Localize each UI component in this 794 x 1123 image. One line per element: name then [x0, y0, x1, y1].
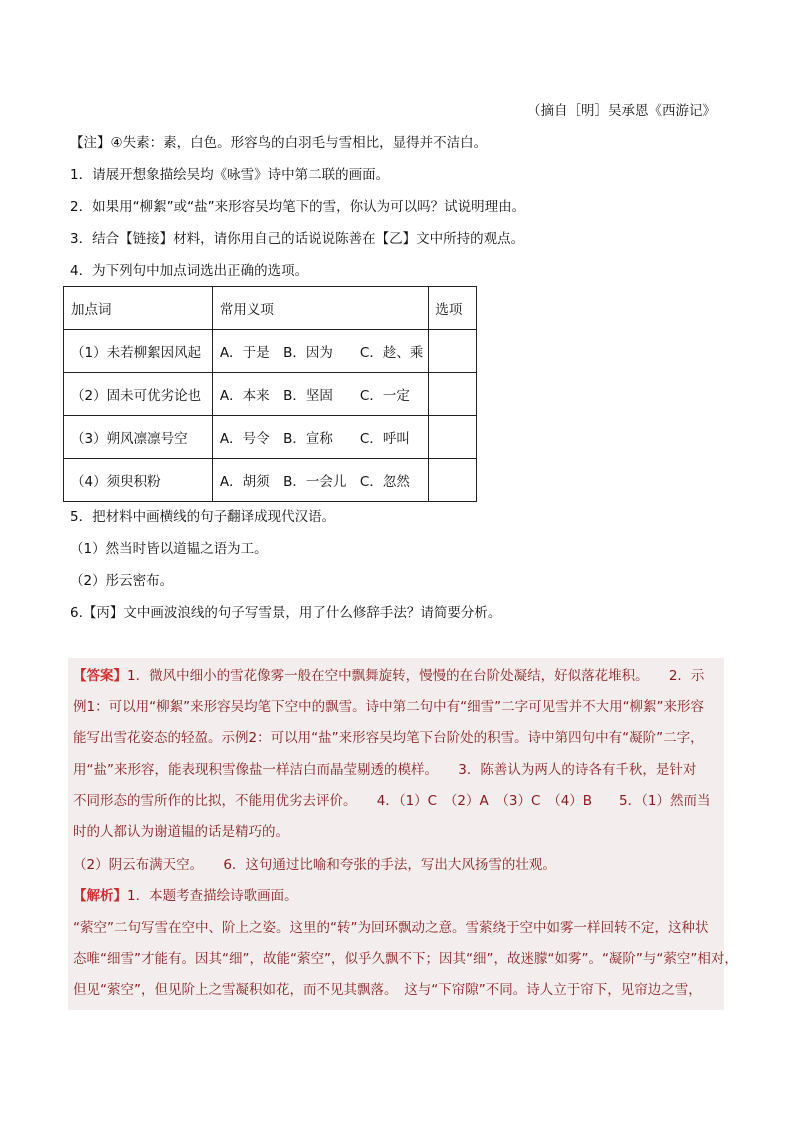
- table-header-cell: 选项: [429, 287, 477, 330]
- table-header-cell: 加点词: [64, 287, 213, 330]
- answer-line: 时的人都认为谢道韫的话是精巧的。: [73, 824, 289, 840]
- answer-tag: 【答案】: [73, 668, 127, 684]
- answer-text: 1．微风中细小的雪花像雾一般在空中飘舞旋转，慢慢的在台阶处凝结，好似落花堆积。 2．示: [127, 668, 705, 684]
- answer-line: 用“盐”来形容，能表现积雪像盐一样洁白而晶莹剔透的模样。 3．陈善认为两人的诗各有千秋，是针对: [73, 762, 697, 778]
- table-cell-word: （3）朔风凛凛号空: [64, 416, 213, 459]
- question-6: 6.【丙】文中画波浪线的句子写雪景，用了什么修辞手法？请简要分析。: [70, 605, 502, 621]
- note: 【注】④失素：素，白色。形容鸟的白羽毛与雪相比，显得并不洁白。: [70, 135, 488, 151]
- table-cell-word: （4）须臾积粉: [64, 459, 213, 502]
- table-cell-meanings: A．本来 B．坚固 C．一定: [212, 373, 428, 416]
- question-5-item-2: （2）彤云密布。: [70, 573, 174, 589]
- question-2: 2．如果用“柳絮”或“盐”来形容吴均笔下的雪，你认为可以吗？试说明理由。: [70, 199, 526, 215]
- question-5: 5．把材料中画横线的句子翻译成现代汉语。: [70, 509, 336, 525]
- analysis-line: 但见“萦空”，但见阶上之雪凝积如花，而不见其飘落。 这与“下帘隙”不同。诗人立于帘下，见帘边之雪，: [73, 982, 702, 998]
- table-header-row: [64, 287, 477, 330]
- table-cell-word: （1）未若柳絮因风起: [64, 330, 213, 373]
- answer-line: 例1：可以用“柳絮”来形容吴均笔下空中的飘雪。诗中第二句中有“细雪”二字可见雪并不大用“柳絮”来形容: [73, 699, 705, 715]
- question-3: 3．结合【链接】材料，请你用自己的话说说陈善在【乙】文中所持的观点。: [70, 231, 525, 247]
- table-cell-choice[interactable]: [429, 373, 477, 416]
- question-5-item-1: （1）然当时皆以道韫之语为工。: [70, 541, 268, 557]
- answer-line: [73, 666, 704, 686]
- table-row: [64, 373, 477, 416]
- table-row: [64, 416, 477, 459]
- analysis-line: [73, 886, 298, 906]
- analysis-line: “萦空”二句写雪在空中、阶上之姿。这里的“转”为回环飘动之意。雪萦绕于空中如雾一样回转不定，这种状: [73, 920, 709, 936]
- table-cell-meanings: A．于是 B．因为 C．趁、乘: [212, 330, 428, 373]
- table-header-cell: 常用义项: [212, 287, 428, 330]
- answer-line: （2）阴云布满天空。 6．这句通过比喻和夸张的手法，写出大风扬雪的壮观。: [73, 857, 556, 873]
- answer-line: 不同形态的雪所作的比拟，不能用优劣去评价。 4．（1）C （2）A （3）C （4）B 5．（1）然而当: [73, 793, 711, 809]
- table-cell-choice[interactable]: [429, 416, 477, 459]
- table-cell-choice[interactable]: [429, 459, 477, 502]
- table-cell-choice[interactable]: [429, 330, 477, 373]
- analysis-line: 态唯“细雪”才能有。因其“细”，故能“萦空”，似乎久飘不下；因其“细”，故迷朦“如雾”。“凝阶”与“萦空”相对，: [73, 951, 738, 967]
- table-cell-word: （2）固未可优劣论也: [64, 373, 213, 416]
- analysis-tag: 【解析】: [73, 888, 127, 904]
- table-row: [64, 330, 477, 373]
- source-citation: （摘自［明］吴承恩《西游记》: [527, 103, 716, 119]
- vocabulary-table: [63, 286, 477, 502]
- table-cell-meanings: A．号令 B．宣称 C．呼叫: [212, 416, 428, 459]
- analysis-text: 1．本题考查描绘诗歌画面。: [127, 888, 298, 904]
- table-cell-meanings: A．胡须 B．一会儿 C．忽然: [212, 459, 428, 502]
- question-1: 1．请展开想象描绘吴均《咏雪》诗中第二联的画面。: [70, 167, 390, 183]
- question-4: 4．为下列句中加点词选出正确的选项。: [70, 263, 309, 279]
- table-row: [64, 459, 477, 502]
- answer-line: 能写出雪花姿态的轻盈。示例2：可以用“盐”来形容吴均笔下台阶处的积雪。诗中第四句中有“凝阶”二字，: [73, 730, 704, 746]
